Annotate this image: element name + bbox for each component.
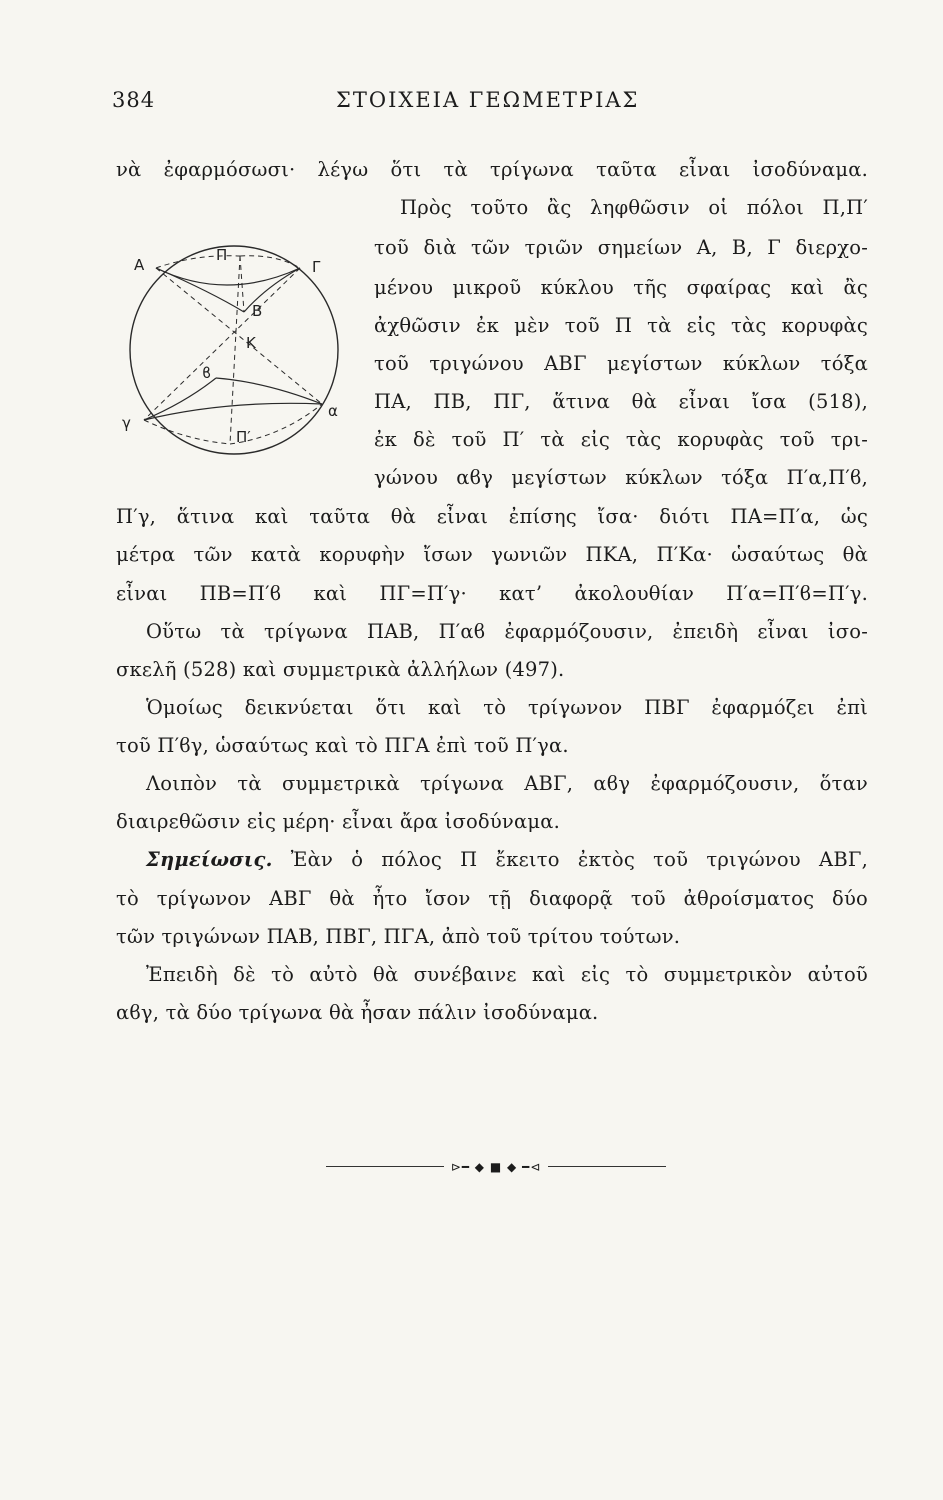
arc-Pi-A bbox=[156, 256, 240, 268]
label-alpha: α bbox=[328, 402, 338, 420]
label-gamma: γ bbox=[122, 414, 131, 432]
text-line: τὸ τρίγωνον ΑΒΓ θὰ ἦτο ἴσον τῇ διαφορᾷ τοῦ ἀθροίσματος δύο bbox=[116, 887, 868, 910]
label-A: A bbox=[134, 256, 145, 274]
note-label: Σημείωσις. bbox=[146, 848, 273, 871]
divider-rule-left bbox=[326, 1166, 444, 1167]
page-number: 384 bbox=[112, 88, 156, 112]
text-line: ἀχθῶσιν ἐκ μὲν τοῦ Π τὰ εἰς τὰς κορυφὰς bbox=[374, 314, 868, 337]
text-line: Πρὸς τοῦτο ἂς ληφθῶσιν οἱ πόλοι Π,Π′ bbox=[400, 196, 868, 219]
note-line bbox=[146, 850, 868, 870]
ornamental-divider bbox=[326, 1160, 666, 1174]
spherical-triangle-figure bbox=[116, 232, 366, 462]
text-line: μένου μικροῦ κύκλου τῆς σφαίρας καὶ ἂς bbox=[374, 276, 868, 299]
text-line: Λοιπὸν τὰ συμμετρικὰ τρίγωνα ΑΒΓ, αϐγ ἐφαρμόζουσιν, ὅταν bbox=[146, 772, 868, 795]
text-line: Ὁμοίως δεικνύεται ὅτι καὶ τὸ τρίγωνον ΠΒΓ ἐφαρμόζει ἐπὶ bbox=[146, 696, 868, 719]
text-line: τῶν τριγώνων ΠΑΒ, ΠΒΓ, ΠΓΑ, ἀπὸ τοῦ τρίτου τούτων. bbox=[116, 925, 681, 948]
label-B: B bbox=[252, 302, 263, 320]
text-line: γώνου αϐγ μεγίστων κύκλων τόξα Π′α,Π′ϐ, bbox=[374, 466, 868, 489]
running-title: ΣΤΟΙΧΕΙΑ ΓΕΩΜΕΤΡΙΑΣ bbox=[336, 88, 640, 112]
text-line: εἶναι ΠΒ=Π′ϐ καὶ ΠΓ=Π′γ· κατ’ ἀκολουθίαν Π′α=Π′ϐ=Π′γ. bbox=[116, 582, 868, 605]
divider-rule-right bbox=[548, 1166, 666, 1167]
text-line: ΠΑ, ΠΒ, ΠΓ, ἅτινα θὰ εἶναι ἴσα (518), bbox=[374, 390, 868, 413]
note-text: Ἐὰν ὁ πόλος Π ἔκειτο ἐκτὸς τοῦ τριγώνου ΑΒΓ, bbox=[272, 848, 868, 871]
label-beta: ϐ bbox=[202, 364, 212, 382]
text-line: ἐκ δὲ τοῦ Π′ τὰ εἰς τὰς κορυφὰς τοῦ τρι- bbox=[374, 428, 868, 451]
text-line: τοῦ διὰ τῶν τριῶν σημείων Α, Β, Γ διερχο- bbox=[374, 236, 868, 259]
figure-svg bbox=[116, 232, 366, 462]
text-line: σκελῆ (528) καὶ συμμετρικὰ ἀλλήλων (497). bbox=[116, 658, 565, 681]
text-line: αϐγ, τὰ δύο τρίγωνα θὰ ἦσαν πάλιν ἰσοδύναμα. bbox=[116, 1001, 599, 1024]
sphere-outline bbox=[130, 246, 338, 454]
text-line: Οὕτω τὰ τρίγωνα ΠΑΒ, Π′αϐ ἐφαρμόζουσιν, ἐπειδὴ εἶναι ἰσο- bbox=[146, 620, 868, 643]
text-line: διαιρεθῶσιν εἰς μέρη· εἶναι ἄρα ἰσοδύναμα. bbox=[116, 810, 560, 833]
text-line: Π′γ, ἅτινα καὶ ταῦτα θὰ εἶναι ἐπίσης ἴσα· διότι ΠΑ=Π′α, ὡς bbox=[116, 505, 868, 528]
text-line: τοῦ τριγώνου ΑΒΓ μεγίστων κύκλων τόξα bbox=[374, 352, 868, 375]
arc-AB bbox=[156, 268, 244, 312]
arc-gamma-beta bbox=[144, 378, 216, 420]
text-line: μέτρα τῶν κατὰ κορυφὴν ἴσων γωνιῶν ΠΚΑ, Π′Κα· ὡσαύτως θὰ bbox=[116, 543, 868, 566]
label-Gamma: Γ bbox=[312, 258, 321, 276]
arc-Pi-Gamma bbox=[240, 256, 300, 268]
arc-Piprime-gamma bbox=[144, 420, 230, 444]
text-line: νὰ ἐφαρμόσωσι· λέγω ὅτι τὰ τρίγωνα ταῦτα εἶναι ἰσοδύναμα. bbox=[116, 158, 868, 181]
label-Pi: Π bbox=[216, 246, 228, 264]
divider-ornament: ⊳━ ◆ ■ ◆ ━⊲ bbox=[450, 1160, 542, 1174]
diameter-Gamma-gamma bbox=[144, 268, 300, 420]
arc-gamma-alpha bbox=[144, 403, 322, 420]
label-Pi-prime: Π′ bbox=[236, 428, 251, 446]
text-line: Ἐπειδὴ δὲ τὸ αὐτὸ θὰ συνέβαινε καὶ εἰς τὸ συμμετρικὸν αὐτοῦ bbox=[146, 963, 868, 986]
arc-AGamma bbox=[156, 268, 300, 285]
label-K: K bbox=[246, 334, 256, 352]
text-line: τοῦ Π′ϐγ, ὡσαύτως καὶ τὸ ΠΓΑ ἐπὶ τοῦ Π′γα. bbox=[116, 734, 569, 757]
